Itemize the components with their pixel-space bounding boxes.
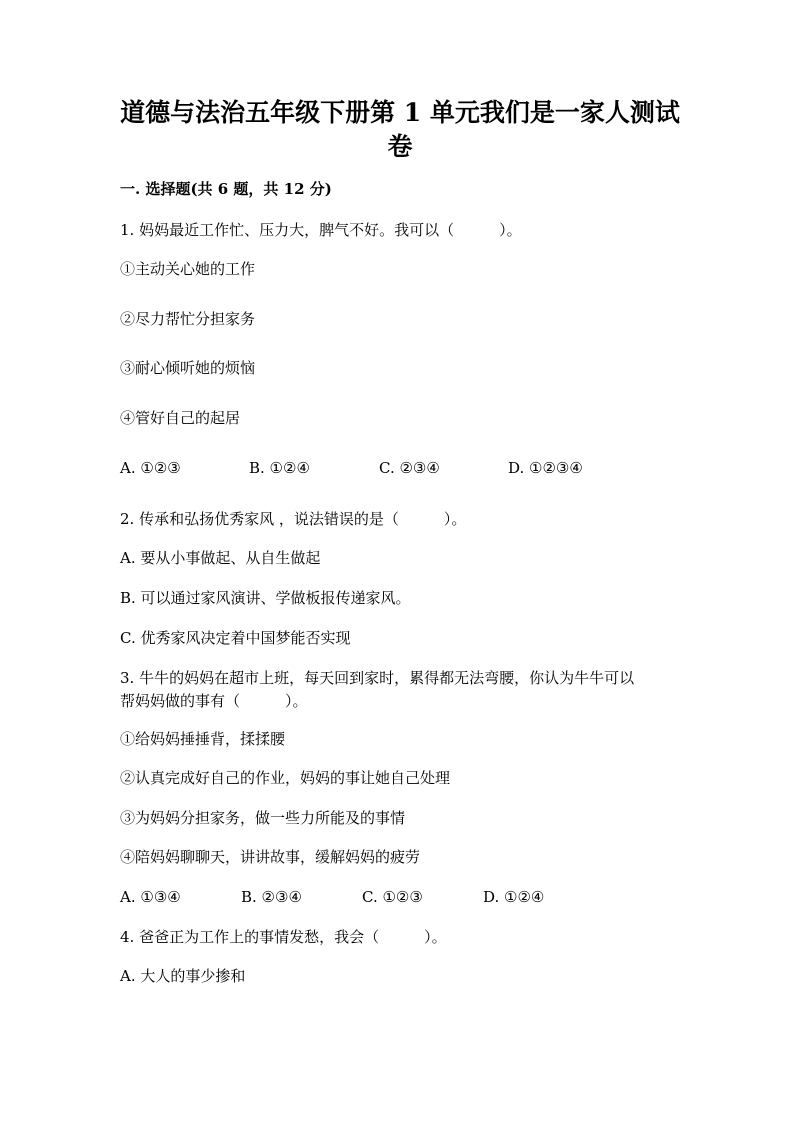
question-2-option-c: C. 优秀家风决定着中国梦能否实现: [120, 629, 351, 647]
question-3-option-a: A. ①③④: [120, 888, 181, 906]
question-3-stem-line-2: 帮妈妈做的事有（ ）。: [120, 692, 308, 710]
document-title-line-1: 道德与法治五年级下册第 1 单元我们是一家人测试: [120, 98, 680, 127]
question-1-option-c: C. ②③④: [379, 459, 440, 477]
question-1-option-a: A. ①②③: [120, 459, 181, 477]
question-4-option-a: A. 大人的事少掺和: [120, 967, 246, 985]
question-1-stem: 1. 妈妈最近工作忙、压力大，脾气不好。我可以（ ）。: [120, 221, 522, 239]
question-3-item-4: ④陪妈妈聊聊天，讲讲故事，缓解妈妈的疲劳: [120, 848, 421, 866]
section-heading: 一. 选择题(共 6 题，共 12 分): [120, 180, 332, 198]
question-3-option-b: B. ②③④: [241, 888, 302, 906]
question-1-item-3: ③耐心倾听她的烦恼: [120, 359, 256, 377]
question-1-option-d: D. ①②③④: [508, 459, 583, 477]
question-3-item-2: ②认真完成好自己的作业，妈妈的事让她自己处理: [120, 769, 451, 787]
question-3-stem-line-1: 3. 牛牛的妈妈在超市上班，每天回到家时，累得都无法弯腰，你认为牛牛可以: [120, 669, 635, 687]
question-2-stem: 2. 传承和弘扬优秀家风 ，说法错误的是（ ）。: [120, 510, 467, 528]
question-1-option-b: B. ①②④: [249, 459, 310, 477]
question-3-option-c: C. ①②③: [362, 888, 423, 906]
document-title-line-2: 卷: [387, 132, 413, 161]
question-3-option-d: D. ①②④: [483, 888, 545, 906]
question-2-option-a: A. 要从小事做起、从自生做起: [120, 549, 321, 567]
question-4-stem: 4. 爸爸正为工作上的事情发愁，我会（ ）。: [120, 928, 447, 946]
question-2-option-b: B. 可以通过家风演讲、学做板报传递家风。: [120, 589, 411, 607]
question-1-item-1: ①主动关心她的工作: [120, 260, 256, 278]
question-1-item-4: ④管好自己的起居: [120, 409, 241, 427]
question-3-item-1: ①给妈妈捶捶背，揉揉腰: [120, 730, 286, 748]
question-3-item-3: ③为妈妈分担家务，做一些力所能及的事情: [120, 809, 406, 827]
question-1-item-2: ②尽力帮忙分担家务: [120, 310, 256, 328]
